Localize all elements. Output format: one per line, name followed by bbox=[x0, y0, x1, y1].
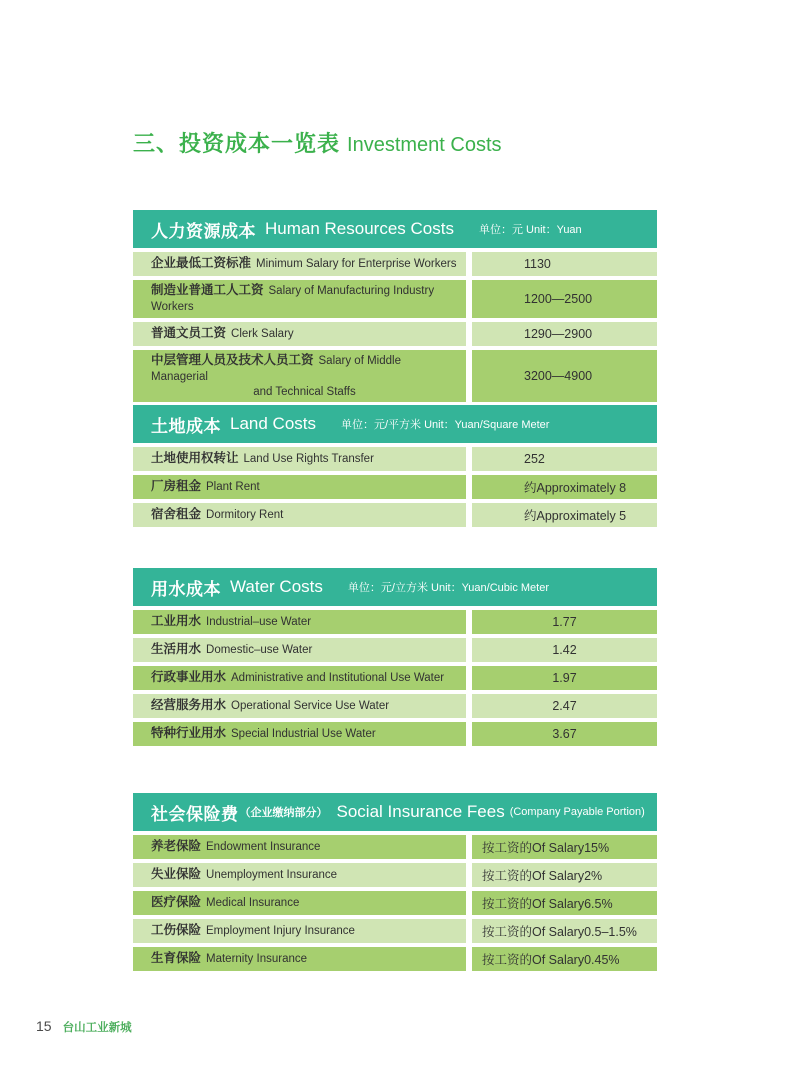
table-row bbox=[133, 638, 657, 662]
row-value: 1130 bbox=[472, 252, 657, 276]
row-label-en: Industrial–use Water bbox=[206, 616, 312, 628]
row-value: 约Approximately 5 bbox=[472, 503, 657, 527]
table-row bbox=[133, 835, 657, 859]
row-label-cell bbox=[133, 722, 466, 746]
row-label-line2: and Technical Staffs bbox=[253, 386, 356, 398]
row-label-en: Maternity Insurance bbox=[206, 953, 308, 965]
row-label-zh: 工业用水 bbox=[151, 614, 202, 628]
row-label bbox=[151, 867, 458, 883]
row-label bbox=[151, 698, 458, 714]
row-label-cell bbox=[133, 666, 466, 690]
table-title-en: Water Costs bbox=[230, 577, 323, 596]
row-label bbox=[151, 507, 458, 523]
row-label-en: Dormitory Rent bbox=[206, 509, 284, 521]
row-value: 1.42 bbox=[472, 638, 657, 662]
row-label-zh: 厂房租金 bbox=[151, 479, 202, 493]
row-label-en: Salary of Manufacturing Industry Workers bbox=[151, 285, 435, 313]
row-label-zh: 普通文员工资 bbox=[151, 326, 227, 340]
row-value: 约Approximately 8 bbox=[472, 475, 657, 499]
row-label-zh: 生活用水 bbox=[151, 642, 202, 656]
row-label-cell bbox=[133, 947, 466, 971]
row-label-cell bbox=[133, 835, 466, 859]
row-label-cell bbox=[133, 447, 466, 471]
row-value: 252 bbox=[472, 447, 657, 471]
row-label bbox=[151, 479, 458, 495]
row-label-cell bbox=[133, 322, 466, 346]
row-value: 1200—2500 bbox=[472, 280, 657, 318]
table-unit-label: 单位：元/立方米 Unit：Yuan/Cubic Meter bbox=[347, 582, 549, 594]
page-title-zh: 三、投资成本一览表 bbox=[133, 131, 341, 156]
row-label-cell bbox=[133, 694, 466, 718]
table-human-resources-costs bbox=[133, 210, 657, 402]
row-label bbox=[151, 451, 458, 467]
row-value: 按工资的Of Salary6.5% bbox=[472, 891, 657, 915]
row-value: 按工资的Of Salary0.5–1.5% bbox=[472, 919, 657, 943]
row-label-cell bbox=[133, 610, 466, 634]
row-label-en: Endowment Insurance bbox=[206, 841, 321, 853]
footer-brand: 台山工业新城 bbox=[62, 1022, 132, 1034]
row-label-zh: 工伤保险 bbox=[151, 923, 202, 937]
row-value: 2.47 bbox=[472, 694, 657, 718]
table-row bbox=[133, 863, 657, 887]
row-label-zh: 生育保险 bbox=[151, 951, 202, 965]
table-row bbox=[133, 503, 657, 527]
row-label-en: Plant Rent bbox=[206, 481, 260, 493]
row-label bbox=[151, 326, 458, 342]
row-value: 3200—4900 bbox=[472, 350, 657, 402]
row-label-en: Salary of Middle Managerial bbox=[151, 355, 401, 383]
row-label-cell bbox=[133, 891, 466, 915]
row-label-en: Land Use Rights Transfer bbox=[243, 453, 374, 465]
table-row bbox=[133, 919, 657, 943]
page-title-en: Investment Costs bbox=[347, 134, 502, 156]
table-header bbox=[133, 793, 657, 831]
table-row bbox=[133, 947, 657, 971]
row-label-cell bbox=[133, 503, 466, 527]
row-label bbox=[151, 895, 458, 911]
row-value: 1.77 bbox=[472, 610, 657, 634]
table-row bbox=[133, 891, 657, 915]
row-value: 按工资的Of Salary15% bbox=[472, 835, 657, 859]
table-header bbox=[133, 568, 657, 606]
row-label-cell bbox=[133, 350, 466, 402]
row-label bbox=[151, 642, 458, 658]
row-label-cell bbox=[133, 475, 466, 499]
row-value: 按工资的Of Salary0.45% bbox=[472, 947, 657, 971]
row-label bbox=[151, 839, 458, 855]
row-label bbox=[151, 353, 458, 385]
table-title-zh: 社会保险费 bbox=[151, 804, 239, 824]
row-value: 按工资的Of Salary2% bbox=[472, 863, 657, 887]
row-label-zh: 土地使用权转让 bbox=[151, 451, 239, 465]
row-label-en: Clerk Salary bbox=[231, 328, 294, 340]
table-row bbox=[133, 322, 657, 346]
table-social-insurance-fees bbox=[133, 793, 657, 971]
row-label bbox=[151, 256, 458, 272]
row-label-zh: 经营服务用水 bbox=[151, 698, 227, 712]
row-label-en: Operational Service Use Water bbox=[231, 700, 390, 712]
row-label-zh: 失业保险 bbox=[151, 867, 202, 881]
table-title-en: Human Resources Costs bbox=[265, 219, 454, 238]
row-label bbox=[151, 283, 458, 315]
table-row bbox=[133, 475, 657, 499]
table-title-en: Social Insurance Fees bbox=[336, 802, 505, 821]
row-label-en: Unemployment Insurance bbox=[206, 869, 338, 881]
row-label-zh: 企业最低工资标准 bbox=[151, 256, 252, 270]
row-label-en: Domestic–use Water bbox=[206, 644, 313, 656]
row-label-en: Minimum Salary for Enterprise Workers bbox=[256, 258, 457, 270]
table-row bbox=[133, 350, 657, 402]
row-label-en: Administrative and Institutional Use Water bbox=[231, 672, 445, 684]
row-label bbox=[151, 726, 458, 742]
row-label bbox=[151, 923, 458, 939]
table-title-en-sub: (Company Payable Portion) bbox=[509, 806, 645, 818]
page-footer bbox=[36, 1018, 132, 1035]
row-label-cell bbox=[133, 280, 466, 318]
row-label-cell bbox=[133, 252, 466, 276]
table-rows bbox=[133, 610, 657, 746]
table-row bbox=[133, 280, 657, 318]
row-label-zh: 制造业普通工人工资 bbox=[151, 283, 264, 297]
row-label-zh: 宿舍租金 bbox=[151, 507, 202, 521]
row-label-zh: 医疗保险 bbox=[151, 895, 202, 909]
row-label bbox=[151, 951, 458, 967]
table-unit-label: 单位：元 Unit：Yuan bbox=[478, 224, 582, 236]
row-value: 1.97 bbox=[472, 666, 657, 690]
table-header bbox=[133, 405, 657, 443]
row-label-cell bbox=[133, 863, 466, 887]
row-label-zh: 中层管理人员及技术人员工资 bbox=[151, 353, 314, 367]
row-label-en: Employment Injury Insurance bbox=[206, 925, 355, 937]
table-unit-label: 单位：元/平方米 Unit：Yuan/Square Meter bbox=[341, 419, 550, 431]
row-label bbox=[151, 670, 458, 686]
row-value: 1290—2900 bbox=[472, 322, 657, 346]
table-row bbox=[133, 447, 657, 471]
row-label-en: Special Industrial Use Water bbox=[231, 728, 376, 740]
table-rows bbox=[133, 447, 657, 527]
table-land-costs bbox=[133, 405, 657, 527]
table-row bbox=[133, 252, 657, 276]
page-number: 15 bbox=[36, 1018, 52, 1034]
table-row bbox=[133, 694, 657, 718]
table-water-costs bbox=[133, 568, 657, 746]
table-rows bbox=[133, 835, 657, 971]
row-label-en: Medical Insurance bbox=[206, 897, 300, 909]
table-rows bbox=[133, 252, 657, 402]
row-label-cell bbox=[133, 919, 466, 943]
table-row bbox=[133, 610, 657, 634]
table-title-zh-sub: （企业缴纳部分） bbox=[239, 807, 328, 819]
table-row bbox=[133, 722, 657, 746]
table-title-zh: 人力资源成本 bbox=[151, 221, 256, 241]
row-label-cell bbox=[133, 638, 466, 662]
table-title-en: Land Costs bbox=[230, 414, 316, 433]
row-label-zh: 养老保险 bbox=[151, 839, 202, 853]
table-title-zh: 用水成本 bbox=[151, 579, 221, 599]
table-header bbox=[133, 210, 657, 248]
row-value: 3.67 bbox=[472, 722, 657, 746]
row-label bbox=[151, 614, 458, 630]
row-label-zh: 特种行业用水 bbox=[151, 726, 227, 740]
page-title bbox=[133, 122, 502, 159]
row-label-zh: 行政事业用水 bbox=[151, 670, 227, 684]
table-title-zh: 土地成本 bbox=[151, 416, 221, 436]
table-row bbox=[133, 666, 657, 690]
